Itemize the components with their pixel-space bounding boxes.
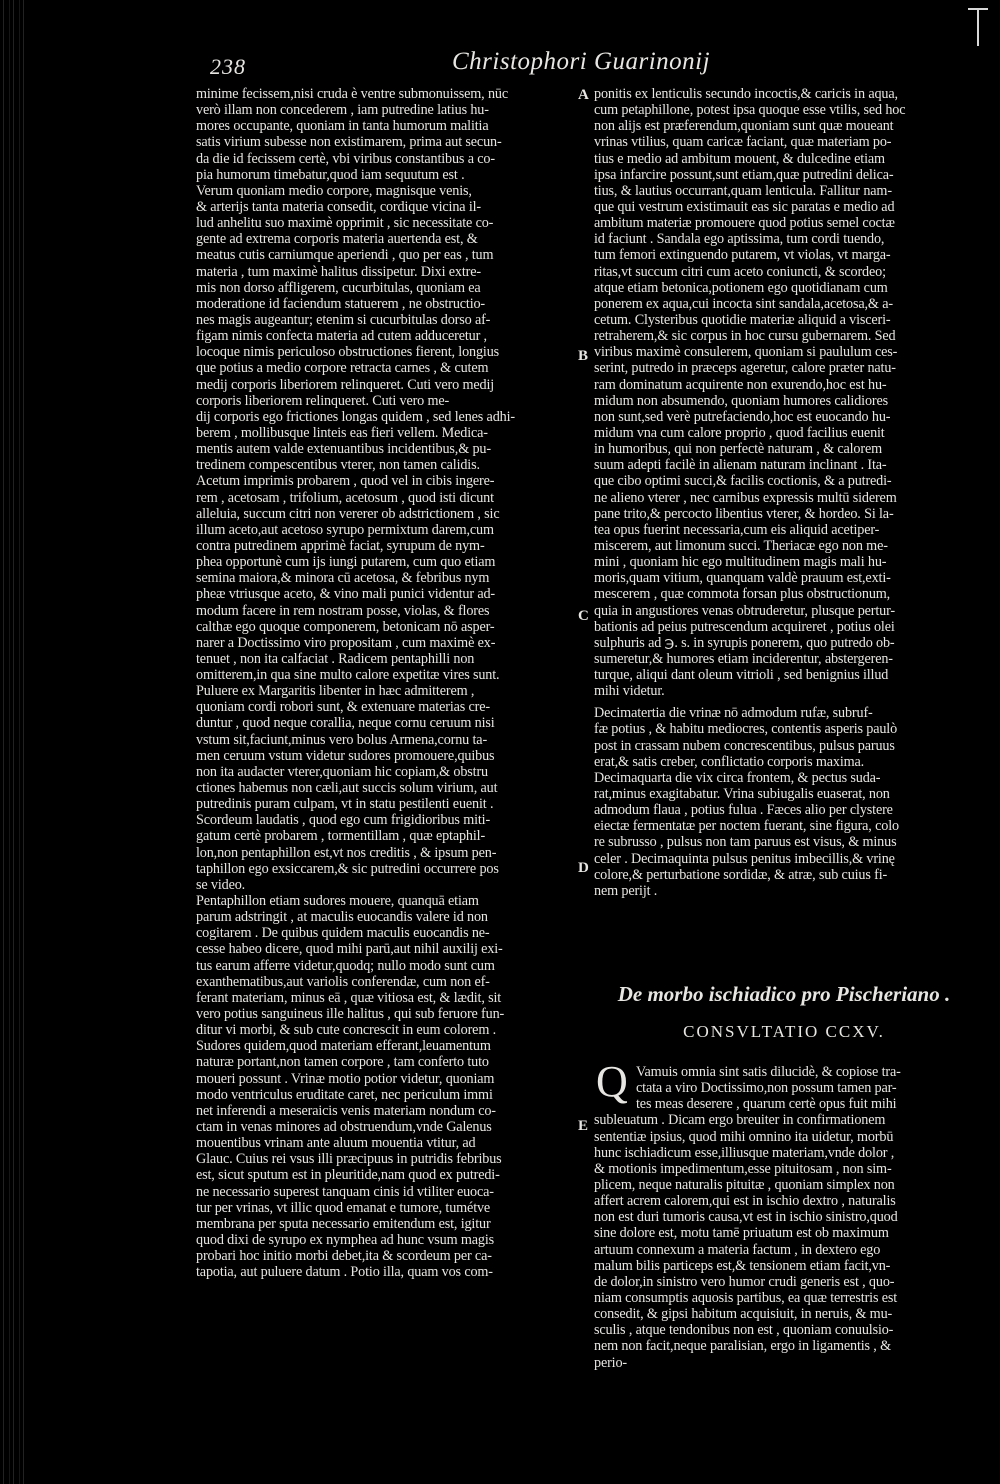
text-line: membrana per sputa necessario emitendum est, igitur — [196, 1215, 491, 1232]
text-line: non ita audacter vterer,quoniam hic copiam,& obstru — [196, 763, 488, 780]
text-line: ipsa infarcire possunt,sunt etiam,quæ putredini delica- — [594, 166, 894, 183]
text-line: men ceruum vstum videtur sudores promouere,quibus — [196, 747, 495, 764]
text-line: moueri possunt . Vrinæ motio potior videtur, quoniam — [196, 1070, 495, 1087]
left-column — [196, 86, 574, 1280]
text-line: Pentaphillon etiam sudores mouere, quanquā etiam — [196, 893, 479, 910]
text-line: cum petaphillone, potest ipsa quoque esse vtilis, sed hoc — [594, 102, 906, 119]
text-line: da die id fecissem certè, vbi viribus constantibus a co- — [196, 150, 495, 167]
text-line: sumeretur,& humores etiam inciderentur, abstergeren- — [594, 650, 893, 667]
text-line: tapotia, aut puluere datum . Potio illa, quam vos com- — [196, 1264, 493, 1281]
text-line: re subrusso , pulsus non tam paruus est visus, & minus — [594, 834, 897, 851]
text-line: subleuatum . Dicam ergo breuiter in confirmationem — [594, 1112, 886, 1129]
text-line: tea opus fuerint necessaria,cum eis aliquid acetiper- — [594, 521, 880, 538]
text-line: in humoribus, qui non perfectè naturam , & calorem — [594, 441, 882, 458]
text-line: minime fecissem,nisi cruda è ventre submonuissem, nūc — [196, 86, 508, 102]
text-line: malum bilis particeps est,& tensionem etiam facit,vn- — [594, 1257, 891, 1274]
text-line: colore,& perturbatione sordidæ, & atræ, sub cuius fi- — [594, 866, 888, 883]
text-line: pia humorum timebatur,quod iam sequutum est . — [196, 166, 465, 183]
text-line: gente ad extrema corporis materia auertenda est, & — [196, 231, 478, 248]
text-line: eiectæ fermentatæ per noctem fuerant, sine figura, colo — [594, 818, 899, 835]
text-line: miscerem, aut limonum succi. Theriacæ ego non me- — [594, 537, 888, 554]
text-line: cesse habeo dicere, quod mihi parū,aut nihil auxilij exi- — [196, 941, 503, 958]
text-line: retraherem,& sic corpus in hoc cursu gubernarem. Sed — [594, 328, 896, 345]
text-line: & motionis impedimentum,esse pituitosam , non sim- — [594, 1160, 892, 1177]
running-head: Christophori Guarinonij — [452, 48, 711, 75]
text-line: midum vna cum calore proprio , quod facilius euenit — [594, 424, 885, 441]
text-line: alleluia, succum citri non vererer ob adstrictionem , sic — [196, 505, 500, 522]
text-line: ditur vi morbi, & sub cute concrescit in eum colorem . — [196, 1022, 497, 1039]
text-line: medij corporis liberiorem relinqueret. Cuti vero medij — [196, 376, 495, 393]
text-line: vero potius sanguineus ille halitus , qui sub feruore fun- — [196, 1006, 505, 1023]
text-line: Scordeum laudatis , quod ego cum frigidioribus miti- — [196, 812, 491, 829]
section-title: De morbo ischiadico pro Pischeriano . — [617, 982, 951, 1006]
right-column-bottom — [594, 1064, 974, 1371]
text-line: ritas,vt succum citri cum aceto coniuncti, & scordeo; — [594, 263, 886, 280]
text-line: suum adepti facilè in alienam naturam inclinant . Ita- — [594, 457, 887, 474]
text-line: atque etiam betonica,potionem ego quotidianam cum — [594, 279, 888, 296]
text-line: lud anhelitu suo maximè opprimit , sic necessitate co- — [196, 215, 494, 232]
text-line: cogitarem . De quibus quidem maculis euocandis ne- — [196, 925, 490, 942]
text-line: se video. — [196, 876, 246, 893]
text-line: tum femori extinguendo putarem, vt violas, vt marga- — [594, 247, 891, 264]
text-line: meatus cutis carniumque aperiendi , quo per eas , tum — [196, 247, 494, 264]
text-line: ambitum materiæ promouere quod potius semel coctæ — [594, 215, 895, 232]
text-line: turque, aliqui dant oleum vitrioli , sed benignius illud — [594, 667, 889, 684]
corner-mark — [968, 8, 988, 46]
text-line: mouentibus vrinam ante aluum mouentia vtitur, ad — [196, 1135, 476, 1152]
text-line: phea opportunè cum ijs iungi putarem, cum quo etiam — [196, 554, 496, 571]
text-line: ne alieno vterer , nec carnibus expressis multū siderem — [594, 489, 897, 506]
text-line: rem , acetosam , trifolium, acetosum , quod isti dicunt — [196, 489, 494, 506]
text-line: nes magis augeantur; etenim si cucurbitulas dorso af- — [196, 311, 491, 328]
text-line: ram dominatum acquirente non exurendo,hoc est hu- — [594, 376, 887, 393]
text-line: contra putredinem apprimè faciat, syrupum de nym- — [196, 537, 485, 554]
text-line: sulphuris ad ℈. s. in syrupis ponerem, quo putredo ob- — [594, 634, 895, 651]
text-line: calthæ ego quoque componerem, betonicam nō asper- — [196, 618, 495, 635]
text-line: & arterijs tanta materia consedit, cordique vicina il- — [196, 198, 481, 215]
text-line: mentis autem valde extenuantibus incidentibus,& pu- — [196, 441, 491, 458]
drop-cap: Q — [596, 1057, 628, 1106]
text-line: quia in angustiores venas obtruderetur, plusque pertur- — [594, 602, 895, 619]
text-line: pane trito,& percocto libentius vterer, & hordeo. Si la- — [594, 505, 894, 522]
text-line: moris,quam vitium, quanquam valdè prauum est,exti- — [594, 570, 891, 587]
text-line: naturæ portant,non tamen corpore , tam conferto tuto — [196, 1054, 489, 1071]
text-line: serint, putredo in præceps ageretur, calore præter natu- — [594, 360, 896, 377]
text-line: erat,& satis creber, conflictatio corporis maxima. — [594, 753, 865, 770]
text-line: lon,non pentaphillon est,vt nos creditis , & ipsum pen- — [196, 844, 497, 861]
text-line: hunc ischiadicum esse,illiusque materiam,vnde dolor , — [594, 1144, 895, 1161]
text-line: tus earum afferre videtur,quodq; nullo modo sunt cum — [196, 957, 495, 974]
text-line: putredinis puram culpam, vt in statu pestilenti euenit . — [196, 796, 494, 813]
text-line: non alijs est præferendum,quoniam sunt quæ moueant — [594, 118, 894, 135]
binding-gutter — [0, 0, 26, 1484]
text-line: Decimaquarta die vix circa frontem, & pectus suda- — [594, 769, 881, 786]
margin-letter-b: B — [578, 348, 589, 364]
text-line: ponitis ex lenticulis secundo incoctis,& caricis in aqua, — [594, 86, 898, 102]
text-line: niam consumptis aquosis partibus, ea quæ terrestris est — [594, 1289, 898, 1306]
text-line: Vamuis omnia sint satis dilucidè, & copiose tra- — [636, 1064, 901, 1080]
text-line: ctam in venas minores ad obstruendum,vnde Galenus — [196, 1119, 492, 1135]
text-line: rat,minus exagitabatur. Vrina subiugalis euaserat, non — [594, 786, 890, 803]
text-line: ponerem ex aqua,cui incocta sint sandala,acetosa,& a- — [594, 295, 893, 312]
text-line: tius e medio ad ambitum mouent, & dulcedine etiam — [594, 150, 885, 167]
text-line: que potius a medio corpore retracta carnes , & cutem — [196, 360, 489, 377]
text-line: satis virium subesse non existimarem, prima aut secun- — [196, 134, 502, 151]
text-line: nem perijt . — [594, 882, 658, 899]
margin-letter-d: D — [578, 860, 589, 876]
text-line: plicem, neque naturalis pituitæ , quoniam simplex non — [594, 1176, 895, 1193]
text-line: que qui vestrum existimauit eas sic paratas e medio ad — [594, 198, 895, 215]
text-line: cetum. Clysteribus quotidie materiæ aliquid a visceri- — [594, 311, 891, 328]
text-line: Acetum imprimis probarem , quod vel in cibis ingere- — [196, 473, 495, 490]
text-line: ferant materiam, minus eā , quæ vitiosa est, & lædit, sit — [196, 989, 502, 1006]
text-line: Decimatertia die vrinæ nō admodum rufæ, subruf- — [594, 705, 873, 722]
text-line: que cibo optimi succi,& facilis coctionis, & a putredi- — [594, 473, 892, 490]
text-line: quoniam cordi robori sunt, & extenuare materias cre- — [196, 699, 490, 716]
text-line: modum facere in rem nostram posse, violas, & flores — [196, 602, 490, 619]
text-line: ctata a viro Doctissimo,non possum tamen par- — [636, 1080, 897, 1097]
text-line: tius, & lautius occurrant,quam lenticula. Fallitur nam- — [594, 182, 892, 199]
text-line: exanthematibus,aut variolis conferendæ, cum non ef- — [196, 973, 490, 990]
text-line: non sunt,sed verè putrefaciendo,hoc est euocando hu- — [594, 408, 891, 425]
text-line: bationis ad peius putrescendum acquireret , potius olei — [594, 618, 895, 635]
text-line: fæ potius , & habitu mediocres, contentis asperis paulò — [594, 721, 898, 738]
text-line: modo ventriculus eruditate caret, nec periculum immi — [196, 1086, 493, 1103]
text-line: probari hoc initio morbi debet,ita & scordeum per ca- — [196, 1248, 492, 1265]
text-line: midum non absumendo, quoniam humores calidiores — [594, 392, 888, 409]
text-line: Sudores quidem,quod materiam efferant,leuamentum — [196, 1038, 491, 1055]
text-line: locoque nimis periculoso obstructiones fierent, longius — [196, 344, 500, 361]
text-line: quod dixi de syrupo ex nymphea ad hunc vsum magis — [196, 1231, 495, 1248]
text-line: semina maiora,& minora cū acetosa, & febribus nym — [196, 570, 490, 587]
text-line: perio- — [594, 1354, 627, 1371]
text-line: tur per vrinas, vt illic quod emanat e tumore, tumétve — [196, 1199, 491, 1216]
text-line: duntur , quod neque corallia, neque cornu ceruum nisi — [196, 715, 495, 732]
text-line: sententiæ ipsius, quod mihi omnino ita uidetur, morbū — [594, 1128, 894, 1145]
section-subtitle: CONSVLTATIO CCXV. — [683, 1022, 885, 1041]
text-line: consedit, & gipsi habitum acquisiuit, in neruis, & mu- — [594, 1306, 893, 1323]
text-line: taphillon ego exsiccarem,& sic putredini occurrere pos — [196, 860, 499, 877]
text-line: Glauc. Cuius rei vsus illi præcipuus in putridis febribus — [196, 1151, 502, 1168]
text-line: vstum sit,faciunt,minus vero bolus Armena,cornu ta- — [196, 731, 488, 748]
text-line: id faciunt . Sandala ego aptissima, tum cordi tuendo, — [594, 231, 885, 248]
text-line: viribus maximè consulerem, quoniam si paululum ces- — [594, 344, 898, 361]
text-line: verò illam non concederem , iam putredine latius hu- — [196, 102, 489, 119]
text-line: admodum flaua , potius fulua . Fæces alio per clystere — [594, 802, 893, 819]
text-line: pheæ vtriusque aceto, & vino mali punici videntur ad- — [196, 586, 495, 603]
text-line: tes meas deserere , quarum certè opus fuit mihi — [636, 1096, 897, 1113]
text-line: sine dolore est, motu tamē priuatum est ob maximum — [594, 1225, 889, 1242]
margin-letter-c: C — [578, 608, 589, 624]
margin-letter-e: E — [578, 1118, 589, 1134]
text-line: dij corporis ego frictiones longas quidem , sed lenes adhi- — [196, 408, 515, 425]
text-line: Puluere ex Margaritis libenter in hæc admitterem , — [196, 683, 475, 700]
text-line: ctiones habemus non cæli,aut succis solum virium, aut — [196, 780, 498, 797]
text-line: mescerem , quæ commota forsan plus obstructionum, — [594, 586, 891, 603]
text-line: affert acrem calorem,qui est in ischio dextro , naturalis — [594, 1193, 896, 1210]
text-line: sculis , atque tendonibus non est , quoniam conuulsio- — [594, 1322, 894, 1339]
page-number: 238 — [210, 54, 246, 79]
text-line: berem , mollibusque linteis eas fieri vellem. Medica- — [196, 424, 488, 441]
text-line: artuum connexum a materia factum , in dextero ego — [594, 1241, 881, 1258]
text-line: celer . Decimaquinta pulsus penitus imbecillis,& vrinę — [594, 850, 895, 867]
margin-letter-a: A — [578, 87, 589, 103]
text-line: illum aceto,aut acetoso syrupo permixtum darem,cum — [196, 521, 494, 538]
right-column-top — [594, 86, 974, 899]
text-line: omitterem,in qua sine multo calore expetitæ vires sunt. — [196, 667, 500, 684]
text-line: net inferendi a meseraicis venis materiam nondum co- — [196, 1102, 496, 1119]
text-line: post in crassam nubem concrescentibus, pulsus paruus — [594, 737, 895, 754]
text-line: est, sicut sputum est in pleuritide,nam quod ex putredi- — [196, 1167, 500, 1184]
text-line: tenuet , non ita calfaciat . Radicem pentaphilli non — [196, 650, 475, 667]
text-line: mini , quoniam hic ego multitudinem magis mali hu- — [594, 554, 887, 571]
text-line: gatum certè probarem , tormentillam , quæ eptaphil- — [196, 828, 486, 845]
text-line: parum adstringit , at maculis euocandis valere id non — [196, 909, 488, 926]
text-line: non est duri tumoris causa,vt est in ischio sinistro,quod — [594, 1209, 898, 1226]
text-line: mores occupante, quoniam in tanta humorum malitia — [196, 118, 489, 135]
text-line: mihi videtur. — [594, 683, 665, 700]
text-line: figam nimis confecta materia ad cutem adduceretur , — [196, 328, 487, 345]
text-line: ne necessario superest tanquam cinis id vtiliter euoca- — [196, 1183, 494, 1200]
text-line: vrinas vtilius, quam caricæ faciant, quæ materiam po- — [594, 134, 892, 151]
text-line: materia , tum maximè halitus dissipetur. Dixi extre- — [196, 263, 481, 280]
text-line: moderatione id faciendum statuerem , ne obstructio- — [196, 295, 486, 312]
text-line: nem non facit,neque paralisian, ergo in ligamentis , & — [594, 1338, 891, 1355]
text-line: mis non dorso affligerem, cucurbitulas, quoniam ea — [196, 279, 481, 296]
text-line: corporis liberiorem relinqueret. Cuti vero me- — [196, 392, 450, 409]
text-line: de dolor,in sinistro vero humor crudi generis est , quo- — [594, 1273, 895, 1290]
text-line: narer a Doctissimo viro propositam , cum maximè ex- — [196, 634, 496, 651]
text-line: tredinem compescentibus vterer, non tamen calidis. — [196, 457, 480, 474]
text-line: Verum quoniam medio corpore, magnisque venis, — [196, 182, 472, 199]
